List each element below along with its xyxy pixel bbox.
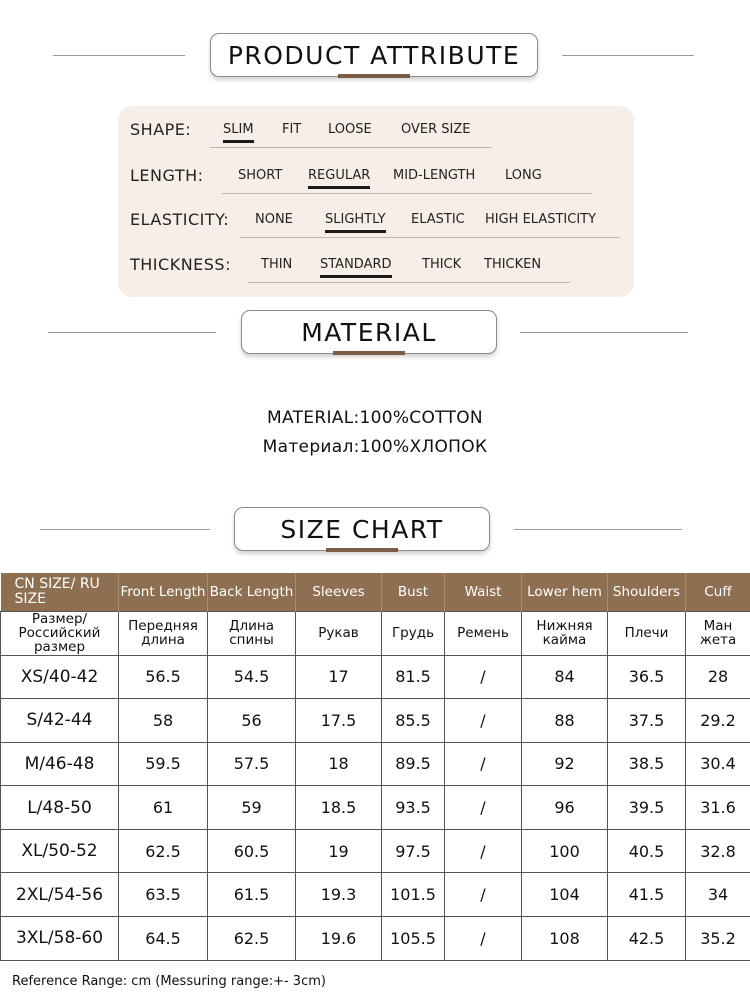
- measurement-cell: 104: [522, 873, 608, 917]
- measurement-cell: 61: [119, 786, 208, 830]
- measurement-cell: 88: [522, 699, 608, 743]
- table-row: [1, 742, 750, 786]
- measurement-cell: 17: [296, 655, 382, 699]
- column-header-ru: Длина спины: [208, 611, 296, 655]
- measurement-cell: 19.3: [296, 873, 382, 917]
- column-header-ru: Ман жета: [686, 611, 750, 655]
- size-chart-header: [0, 507, 750, 553]
- measurement-cell: 30.4: [686, 742, 750, 786]
- attr-row-shape: [130, 118, 610, 148]
- measurement-cell: 56.5: [119, 655, 208, 699]
- size-chart-title: SIZE CHART: [280, 514, 444, 544]
- column-header-ru: Рукав: [296, 611, 382, 655]
- size-chart-table: [0, 573, 750, 961]
- attr-label: LENGTH:: [130, 166, 204, 185]
- measurement-cell: 19.6: [296, 917, 382, 961]
- attr-option: OVER SIZE: [401, 122, 471, 137]
- size-cell: XS/40-42: [1, 655, 119, 699]
- material-line-ru: Материал:100%ХЛОПОК: [262, 437, 488, 457]
- column-header: CN SIZE/ RU SIZE: [1, 573, 119, 611]
- measurement-cell: /: [445, 699, 522, 743]
- column-header: Cuff: [686, 573, 750, 611]
- column-header-ru: Плечи: [608, 611, 686, 655]
- header-divider-right: [562, 55, 694, 56]
- attr-option: FIT: [282, 122, 302, 137]
- attr-row-length: [130, 164, 610, 194]
- column-header: Front Length: [119, 573, 208, 611]
- measurement-cell: /: [445, 917, 522, 961]
- attr-rule: [248, 282, 570, 283]
- measurement-cell: 100: [522, 829, 608, 873]
- measurement-cell: /: [445, 786, 522, 830]
- attr-option: HIGH ELASTICITY: [485, 212, 597, 227]
- measurement-cell: 41.5: [608, 873, 686, 917]
- title-underline: [326, 548, 398, 552]
- attr-option: THIN: [261, 257, 293, 272]
- attr-rule: [210, 147, 492, 148]
- material-header: [0, 310, 750, 356]
- attr-option: ELASTIC: [411, 212, 465, 227]
- measurement-cell: 58: [119, 699, 208, 743]
- table-row: [1, 829, 750, 873]
- measurement-cell: 92: [522, 742, 608, 786]
- measurement-cell: 37.5: [608, 699, 686, 743]
- measurement-cell: 34: [686, 873, 750, 917]
- attr-option-selected: STANDARD: [320, 257, 392, 272]
- measurement-cell: 105.5: [382, 917, 445, 961]
- measurement-cell: 62.5: [119, 829, 208, 873]
- measurement-cell: 36.5: [608, 655, 686, 699]
- measurement-cell: /: [445, 829, 522, 873]
- measurement-cell: 59.5: [119, 742, 208, 786]
- title-underline: [333, 351, 405, 355]
- material-line-en: MATERIAL:100%COTTON: [267, 408, 483, 428]
- measurement-cell: 101.5: [382, 873, 445, 917]
- attr-label: SHAPE:: [130, 120, 192, 139]
- measurement-cell: 97.5: [382, 829, 445, 873]
- measurement-cell: 29.2: [686, 699, 750, 743]
- measurement-cell: 18.5: [296, 786, 382, 830]
- column-header-ru: Грудь: [382, 611, 445, 655]
- measurement-cell: 108: [522, 917, 608, 961]
- reference-note: Reference Range: cm (Messuring range:+- 3cm): [12, 974, 326, 989]
- measurement-cell: 40.5: [608, 829, 686, 873]
- column-header-ru: Передняя длина: [119, 611, 208, 655]
- attr-rule: [222, 193, 592, 194]
- table-row: [1, 699, 750, 743]
- measurement-cell: /: [445, 655, 522, 699]
- measurement-cell: 38.5: [608, 742, 686, 786]
- attributes-card: [118, 106, 634, 297]
- measurement-cell: 54.5: [208, 655, 296, 699]
- measurement-cell: 57.5: [208, 742, 296, 786]
- header-divider-left: [53, 55, 185, 56]
- size-chart-title-box: [234, 507, 490, 551]
- product-attribute-header: [0, 33, 750, 79]
- product-attribute-title-box: [210, 33, 538, 77]
- measurement-cell: 93.5: [382, 786, 445, 830]
- measurement-cell: 18: [296, 742, 382, 786]
- measurement-cell: /: [445, 873, 522, 917]
- size-cell: XL/50-52: [1, 829, 119, 873]
- size-cell: L/48-50: [1, 786, 119, 830]
- attr-option: SHORT: [238, 168, 283, 183]
- measurement-cell: 31.6: [686, 786, 750, 830]
- column-header: Lower hem: [522, 573, 608, 611]
- attr-option-selected: REGULAR: [308, 168, 371, 183]
- attr-option: THICKEN: [484, 257, 542, 272]
- column-header: Sleeves: [296, 573, 382, 611]
- table-row: [1, 786, 750, 830]
- column-header-ru: Ремень: [445, 611, 522, 655]
- attr-option-selected: SLIGHTLY: [325, 212, 386, 227]
- measurement-cell: 89.5: [382, 742, 445, 786]
- attr-option: LONG: [505, 168, 542, 183]
- measurement-cell: 84: [522, 655, 608, 699]
- table-row: [1, 655, 750, 699]
- column-header-ru: Нижняя кайма: [522, 611, 608, 655]
- measurement-cell: 35.2: [686, 917, 750, 961]
- measurement-cell: 61.5: [208, 873, 296, 917]
- size-cell: S/42-44: [1, 699, 119, 743]
- measurement-cell: 64.5: [119, 917, 208, 961]
- measurement-cell: 59: [208, 786, 296, 830]
- attr-label: THICKNESS:: [130, 255, 231, 274]
- product-attribute-title: PRODUCT ATTRIBUTE: [227, 40, 521, 70]
- measurement-cell: 81.5: [382, 655, 445, 699]
- attr-option: LOOSE: [328, 122, 372, 137]
- header-divider-right: [520, 332, 688, 333]
- column-header: Back Length: [208, 573, 296, 611]
- attr-option: MID-LENGTH: [393, 168, 476, 183]
- header-divider-left: [48, 332, 216, 333]
- table-row: [1, 873, 750, 917]
- material-title: MATERIAL: [301, 317, 437, 347]
- attr-label: ELASTICITY:: [130, 210, 230, 229]
- attr-option: THICK: [422, 257, 462, 272]
- measurement-cell: /: [445, 742, 522, 786]
- header-row-en: [1, 573, 750, 611]
- title-underline: [338, 74, 410, 78]
- attr-rule: [240, 237, 620, 238]
- measurement-cell: 62.5: [208, 917, 296, 961]
- table-row: [1, 917, 750, 961]
- size-cell: M/46-48: [1, 742, 119, 786]
- column-header: Shoulders: [608, 573, 686, 611]
- attr-row-thickness: [130, 253, 610, 283]
- measurement-cell: 17.5: [296, 699, 382, 743]
- attr-row-elasticity: [130, 208, 630, 238]
- measurement-cell: 56: [208, 699, 296, 743]
- column-header: Bust: [382, 573, 445, 611]
- measurement-cell: 39.5: [608, 786, 686, 830]
- header-row-ru: [1, 611, 750, 655]
- measurement-cell: 63.5: [119, 873, 208, 917]
- measurement-cell: 32.8: [686, 829, 750, 873]
- measurement-cell: 85.5: [382, 699, 445, 743]
- measurement-cell: 60.5: [208, 829, 296, 873]
- header-divider-left: [40, 529, 210, 530]
- header-divider-right: [514, 529, 682, 530]
- attr-option: NONE: [255, 212, 293, 227]
- measurement-cell: 19: [296, 829, 382, 873]
- measurement-cell: 28: [686, 655, 750, 699]
- measurement-cell: 96: [522, 786, 608, 830]
- attr-option-selected: SLIM: [223, 122, 254, 137]
- material-title-box: [241, 310, 497, 354]
- size-cell: 3XL/58-60: [1, 917, 119, 961]
- column-header-ru: Размер/ Российский размер: [1, 611, 119, 655]
- size-cell: 2XL/54-56: [1, 873, 119, 917]
- measurement-cell: 42.5: [608, 917, 686, 961]
- column-header: Waist: [445, 573, 522, 611]
